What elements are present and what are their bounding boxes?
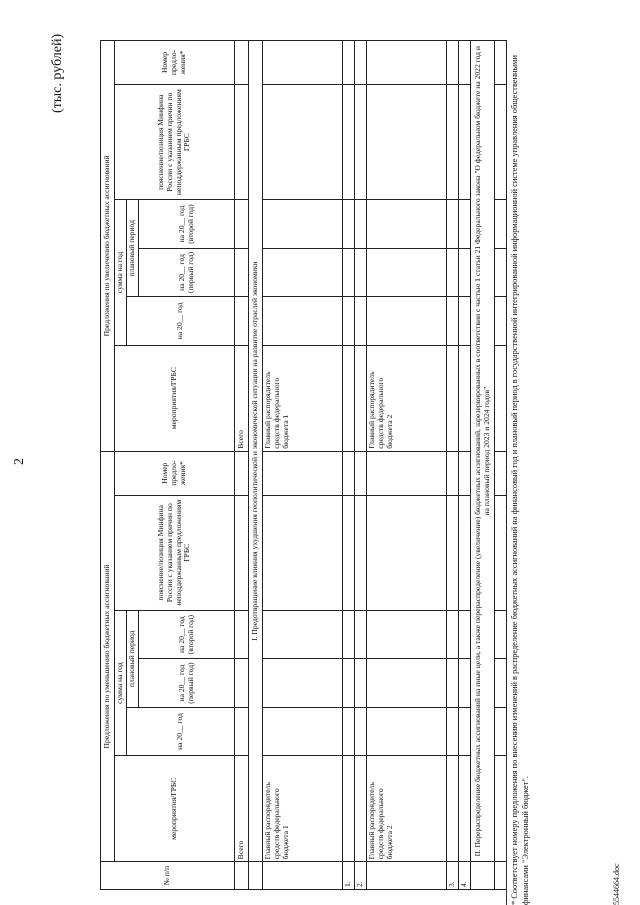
section-2-heading: II. Перераспределение бюджетных ассигнований на иные цели, а также перераспределение (увеличение) бюджетных ассигнований, зарезервированных в соответствии с частью 1 статьи 21 Федерального закона "О федеральном бюджете на 2022 год и на плановый период 2023 и 2024 годов" bbox=[471, 41, 495, 862]
table-row bbox=[263, 41, 343, 890]
page-number: 2 bbox=[12, 458, 27, 465]
table-row bbox=[495, 41, 507, 890]
table-row bbox=[367, 41, 447, 890]
header-plan-period-dec: плановый период bbox=[127, 610, 139, 707]
header-year-first-inc: на 20__ год (первый год) bbox=[139, 248, 235, 296]
grbs-1-label-inc: Главный распорядитель средств федерального бюджета 1 bbox=[263, 345, 343, 451]
grbs-2-label-dec: Главный распорядитель средств федерального бюджета 2 bbox=[367, 756, 447, 862]
divider-line bbox=[470, 475, 471, 527]
header-year-current-dec: на 20__ год bbox=[127, 707, 235, 755]
header-plan-period-inc: плановый период bbox=[127, 200, 139, 297]
section-1-heading: I. Предотвращение влияния ухудшения геополитической и экономической ситуации на развитие отраслей экономики bbox=[249, 41, 263, 862]
grbs-1-label-dec: Главный распорядитель средств федерального бюджета 1 bbox=[263, 756, 343, 862]
section-row bbox=[249, 41, 263, 890]
row-number: 4. bbox=[459, 862, 471, 890]
divider-line bbox=[470, 413, 471, 475]
header-sum-dec: сумма на год bbox=[115, 610, 127, 755]
table-row bbox=[235, 41, 249, 890]
header-proposal-no-dec: Номер предло-жения* bbox=[115, 451, 235, 495]
total-label-dec: Всего bbox=[235, 756, 249, 862]
header-year-second-dec: на 20__ год (второй год) bbox=[139, 610, 235, 658]
grbs-2-label-inc: Главный распорядитель средств федерального бюджета 2 bbox=[367, 345, 447, 451]
row-number: 2. bbox=[355, 862, 367, 890]
budget-table bbox=[100, 40, 507, 890]
footnote-text: * Соответствует номеру предложения по внесению изменений в распределение бюджетных ассигнований на финансовый год и плановый период в государственной интегрированной информационной системе управления общественными финансами "Электронный бюджет". bbox=[510, 55, 530, 905]
total-label-inc: Всего bbox=[235, 345, 249, 451]
row-number: 3. bbox=[447, 862, 459, 890]
footnote-divider bbox=[506, 755, 507, 905]
table-row bbox=[343, 41, 355, 890]
header-col-no: № п/п bbox=[101, 862, 235, 890]
document-id: 5544664.doc bbox=[612, 863, 621, 905]
header-measures-inc: мероприятия/ГРБС bbox=[115, 345, 235, 451]
header-proposal-no-inc: Номер предло-жения* bbox=[115, 41, 235, 85]
header-sum-inc: сумма на год bbox=[115, 200, 127, 345]
row-number: 1. bbox=[343, 862, 355, 890]
header-explanation-dec: пояснение/позиция Минфина России с указанием причин по неподдержанным предложениям ГРБС bbox=[115, 495, 235, 610]
header-explanation-inc: пояснение/позиция Минфина России с указанием причин по неподдержанным предложениям ГРБС bbox=[115, 84, 235, 199]
header-increase-group: Предложения по увеличению бюджетных ассигнований bbox=[101, 41, 115, 452]
table-row bbox=[459, 41, 471, 890]
table-row bbox=[355, 41, 367, 890]
table-row bbox=[447, 41, 459, 890]
header-measures-dec: мероприятия/ГРБС bbox=[115, 756, 235, 862]
header-year-first-dec: на 20__ год (первый год) bbox=[139, 659, 235, 707]
budget-table-container bbox=[100, 40, 491, 890]
header-year-second-inc: на 20__ год (второй год) bbox=[139, 200, 235, 248]
header-decrease-group: Предложения по уменьшению бюджетных ассигнований bbox=[101, 451, 115, 862]
header-year-current-inc: на 20__ год bbox=[127, 297, 235, 345]
units-label: (тыс. рублей) bbox=[50, 33, 65, 113]
section-row bbox=[471, 41, 495, 890]
